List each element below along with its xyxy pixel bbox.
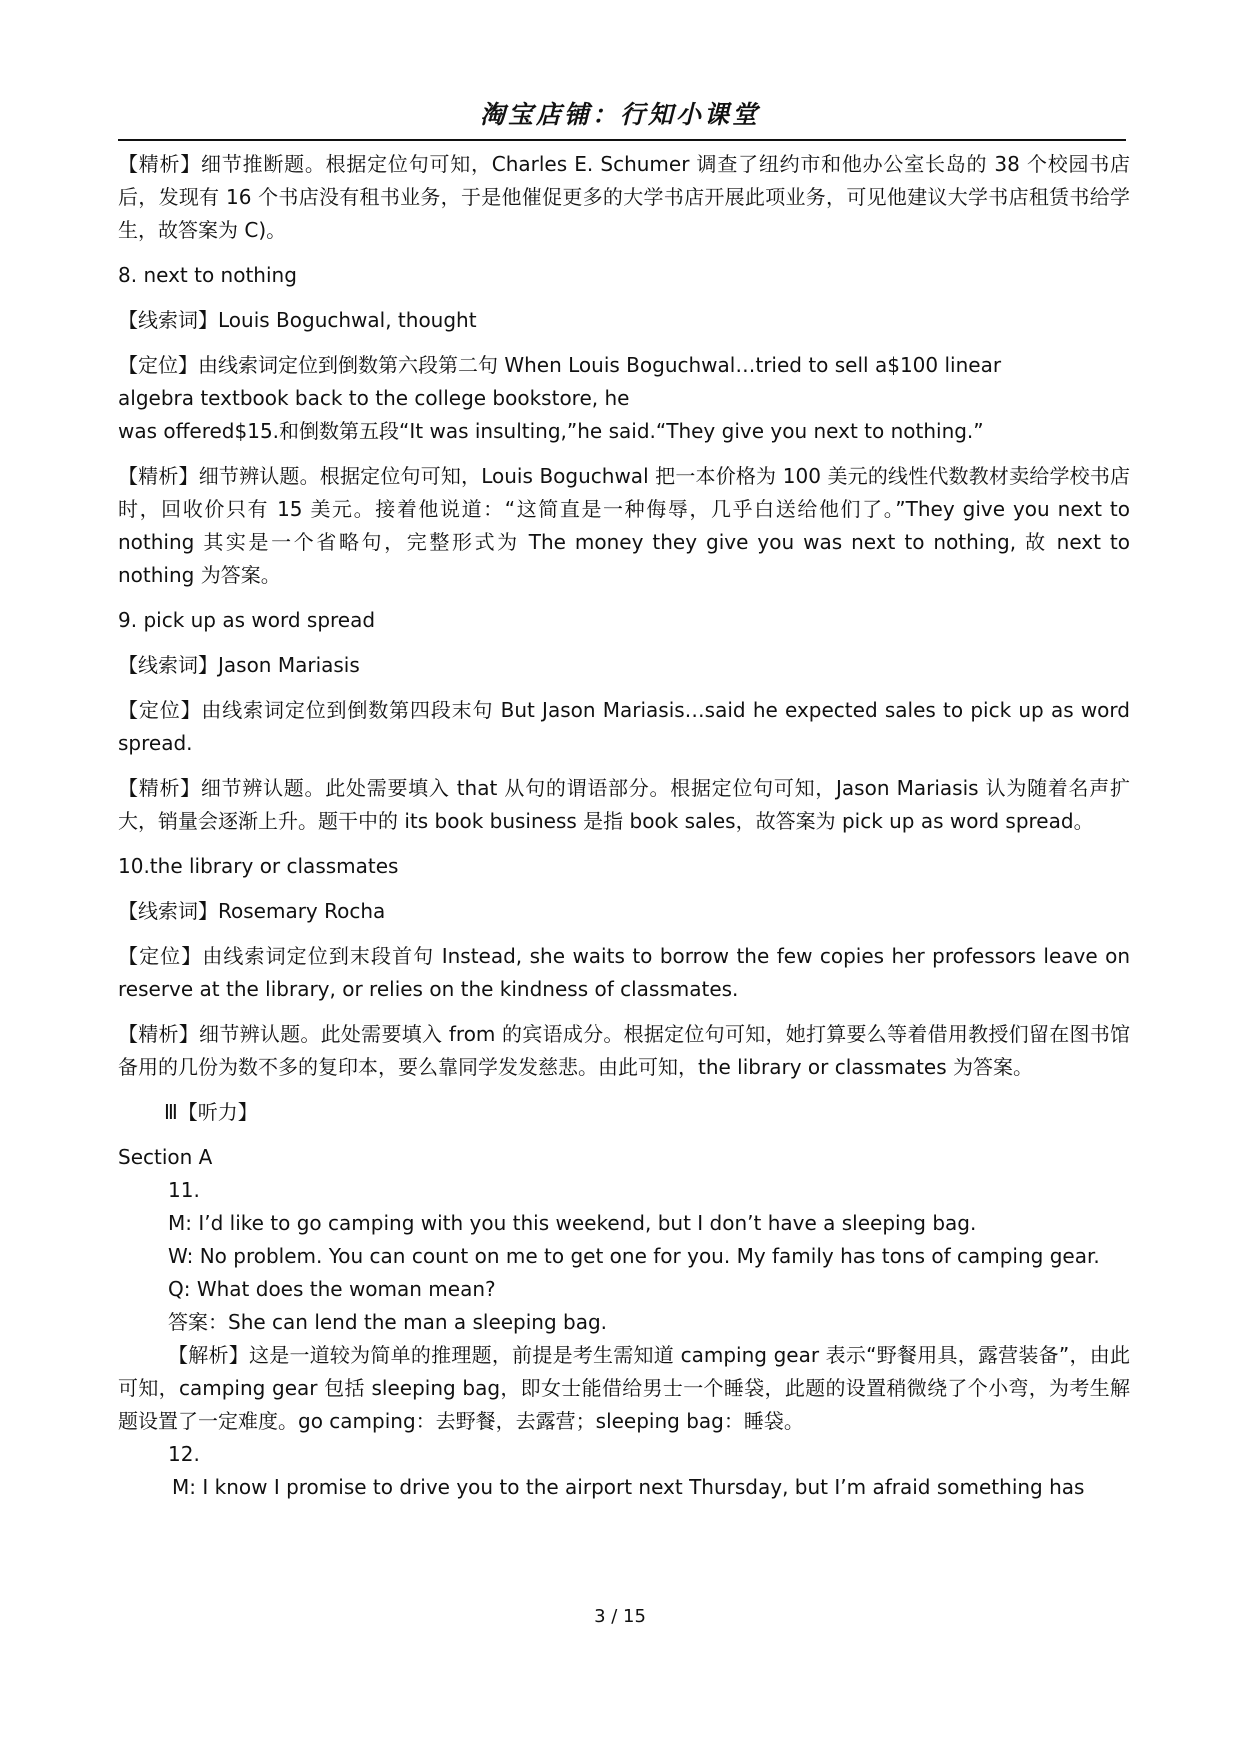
q10-answer: 10.the library or classmates: [118, 854, 399, 878]
listening-q11-analysis: 【解析】这是一道较为简单的推理题，前提是考生需知道 camping gear 表示“野餐用具，露营装备”，由此可知，camping gear 包括 sleeping bag，即女士能借给男士一个睡袋，此题的设置稍微绕了个小弯，为考生解题设置了一定难度。go camping：去野餐，去露营；sleeping bag：睡袋。: [118, 1343, 1130, 1433]
q8-locate: [118, 349, 1130, 448]
q8-answer: 8. next to nothing: [118, 263, 297, 287]
q8-analysis: 【精析】细节辨认题。根据定位句可知，Louis Boguchwal 把一本价格为 100 美元的线性代数教材卖给学校书店时，回收价只有 15 美元。接着他说道：“这简直是一种侮辱，几乎白送给他们了。”They give you next to nothing 其实是一个省略句，完整形式为 The money they give you was next to nothing, 故 next to nothing 为答案。: [118, 464, 1130, 587]
page-number: 3 / 15: [594, 1606, 646, 1627]
q8-clue: 【线索词】Louis Boguchwal, thought: [118, 308, 477, 332]
q10-locate: 【定位】由线索词定位到末段首句 Instead, she waits to borrow the few copies her professors leave on reserve at the library, or relies on the kindness of classmates.: [118, 944, 1130, 1001]
q10-analysis: 【精析】细节辨认题。此处需要填入 from 的宾语成分。根据定位句可知，她打算要么等着借用教授们留在图书馆备用的几份为数不多的复印本，要么靠同学发发慈悲。由此可知，the library or classmates 为答案。: [118, 1022, 1130, 1079]
listening-heading: Ⅲ【听力】: [164, 1100, 258, 1124]
q9-clue: 【线索词】Jason Mariasis: [118, 653, 360, 677]
paragraph-q7-analysis: 【精析】细节推断题。根据定位句可知，Charles E. Schumer 调查了纽约市和他办公室长岛的 38 个校园书店后，发现有 16 个书店没有租书业务，于是他催促更多的大学书店开展此项业务，可见他建议大学书店租赁书给学生，故答案为 C)。: [118, 152, 1130, 242]
listening-q12-man: M: I know I promise to drive you to the airport next Thursday, but I’m afraid something has: [172, 1475, 1085, 1499]
listening-q11-woman: W: No problem. You can count on me to get one for you. My family has tons of camping gear.: [168, 1244, 1100, 1268]
listening-q12-number: 12.: [168, 1442, 200, 1466]
q9-answer: 9. pick up as word spread: [118, 608, 376, 632]
header-divider: [118, 139, 1126, 141]
listening-q11-answer: 答案：She can lend the man a sleeping bag.: [168, 1310, 608, 1334]
listening-q11-number: 11.: [168, 1178, 200, 1202]
q9-locate: 【定位】由线索词定位到倒数第四段末句 But Jason Mariasis…said he expected sales to pick up as word spread.: [118, 698, 1130, 755]
section-a-heading: Section A: [118, 1145, 213, 1169]
header-title: 淘宝店铺：行知小课堂: [479, 100, 760, 129]
listening-q11-question: Q: What does the woman mean?: [168, 1277, 496, 1301]
listening-q11-man: M: I’d like to go camping with you this weekend, but I don’t have a sleeping bag.: [168, 1211, 977, 1235]
q8-locate-line-1: 【定位】由线索词定位到倒数第六段第二句 When Louis Boguchwal…tried to sell a$100 linear: [118, 353, 1002, 377]
q8-locate-line-2: algebra textbook back to the college bookstore, he: [118, 386, 630, 410]
q9-analysis: 【精析】细节辨认题。此处需要填入 that 从句的谓语部分。根据定位句可知，Jason Mariasis 认为随着名声扩大，销量会逐渐上升。题干中的 its book business 是指 book sales，故答案为 pick up as word spread。: [118, 776, 1130, 833]
document-body: [118, 148, 1130, 1504]
q8-locate-line-3: was offered$15.和倒数第五段“It was insulting,”he said.“They give you next to nothing.”: [118, 419, 984, 443]
q10-clue: 【线索词】Rosemary Rocha: [118, 899, 386, 923]
